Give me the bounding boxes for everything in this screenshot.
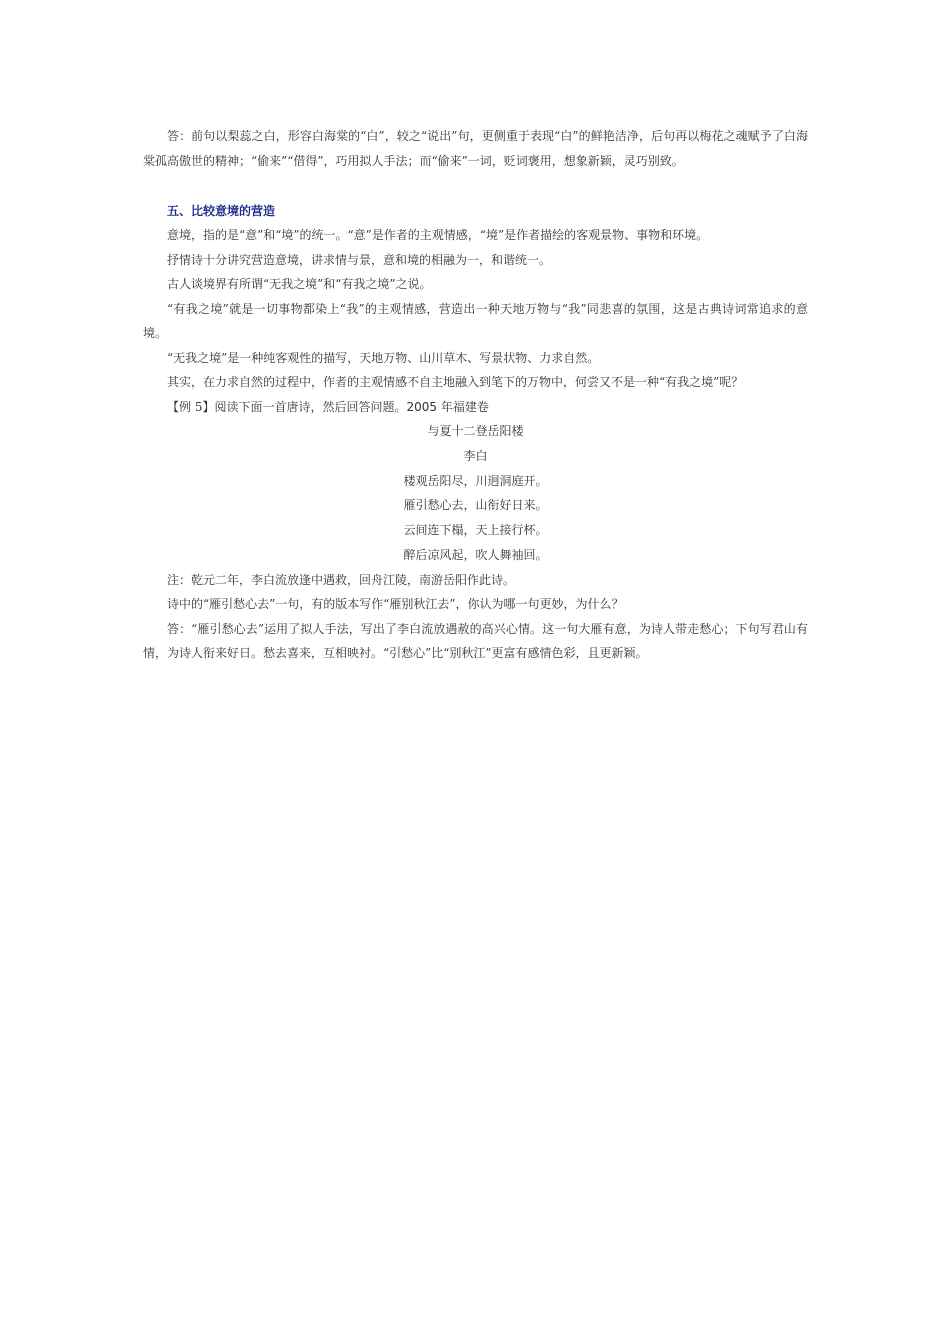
paragraph: 抒情诗十分讲究营造意境，讲求情与景，意和境的相融为一，和谐统一。	[167, 252, 552, 267]
poem-line: 楼观岳阳尽，川迥洞庭开。	[403, 473, 548, 488]
paragraph: 意境，指的是“意”和“境”的统一。“意”是作者的主观情感，“境”是作者描绘的客观景物、事物和环境。	[167, 228, 709, 242]
paragraph: “无我之境”是一种纯客观性的描写，天地万物、山川草木、写景状物、力求自然。	[167, 350, 600, 365]
paragraph: 古人谈境界有所谓“无我之境”和“有我之境”之说。	[167, 277, 432, 291]
example-text: 阅读下面一首唐诗，然后回答问题。	[214, 399, 407, 414]
answer-paragraph: 答：“雁引愁心去”运用了拟人手法，写出了李白流放遇赦的高兴心情。这一句大雁有意，为诗人带走愁心；下句写君山有情，为诗人衔来好日。愁去喜来，互相映衬。“引愁心”比“别秋江”更富有感情色彩，且更新颖。	[143, 621, 808, 661]
example-label: 【例 5】	[167, 399, 215, 414]
poem-author: 李白	[463, 448, 488, 463]
document-body	[143, 124, 808, 666]
section-heading: 五、比较意境的营造	[167, 204, 276, 218]
note-paragraph: 注：乾元二年，李白流放逢中遇救，回舟江陵，南游岳阳作此诗。	[167, 572, 516, 587]
paragraph: “有我之境”就是一切事物都染上“我”的主观情感，营造出一种天地万物与“我”同悲喜的氛围，这是古典诗词常追求的意境。	[143, 301, 808, 340]
question-paragraph: 诗中的“雁引愁心去”一句，有的版本写作“雁别秋江去”，你认为哪一句更妙，为什么？	[167, 597, 624, 612]
poem-line: 云间连下榻，天上接行杯。	[403, 523, 548, 538]
poem-line: 雁引愁心去，山衔好日来。	[403, 498, 548, 513]
answer-paragraph: 答：前句以梨蕊之白，形容白海棠的“白”，较之“说出”句，更侧重于表现“白”的鲜艳洁净，后句再以梅花之魂赋予了白海棠孤高傲世的精神；“偷来”“借得”，巧用拟人手法；而“偷来”一词，贬词褒用，想象新颖，灵巧别致。	[143, 129, 808, 168]
poem-title: 与夏十二登岳阳楼	[427, 424, 524, 438]
example-line	[143, 395, 808, 420]
example-source: 2005 年福建卷	[406, 399, 489, 414]
paragraph: 其实，在力求自然的过程中，作者的主观情感不自主地融入到笔下的万物中，何尝又不是一种“有我之境”呢？	[167, 375, 744, 389]
poem-line: 醉后凉风起，吹人舞袖回。	[403, 547, 548, 562]
